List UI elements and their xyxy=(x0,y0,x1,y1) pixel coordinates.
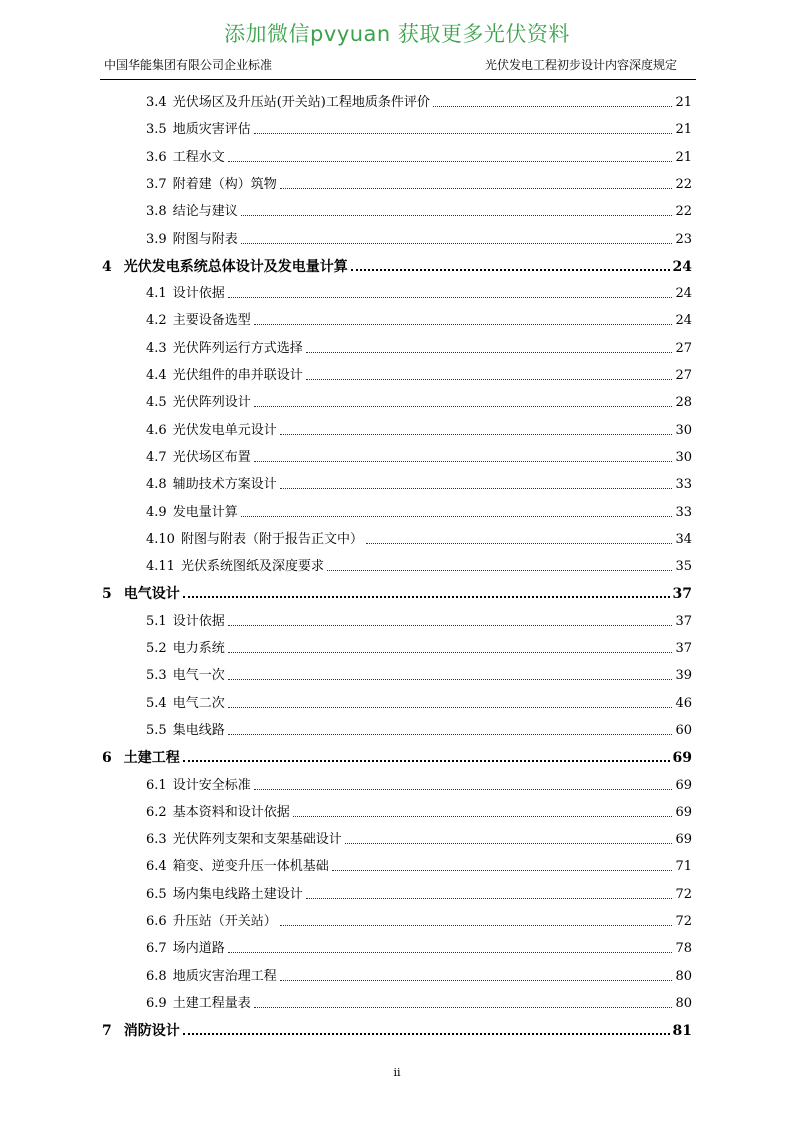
dot-leader xyxy=(433,106,673,107)
toc-section-entry[interactable] xyxy=(146,994,692,1014)
dot-leader xyxy=(228,707,673,708)
toc-entry-page: 34 xyxy=(675,531,692,547)
toc-entry-title: 设计依据 xyxy=(172,613,225,629)
toc-section-entry[interactable] xyxy=(146,284,692,304)
toc-entry-title: 附着建（构）筑物 xyxy=(172,176,277,192)
dot-leader xyxy=(327,570,672,571)
toc-entry-title: 基本资料和设计依据 xyxy=(172,804,290,820)
toc-entry-title: 箱变、逆变升压一体机基础 xyxy=(172,859,329,875)
toc-entry-number: 6.3 xyxy=(146,832,167,848)
toc-entry-number: 6.6 xyxy=(146,914,167,929)
toc-section-entry[interactable] xyxy=(146,694,692,714)
dot-leader xyxy=(306,379,673,380)
toc-entry-page: 37 xyxy=(675,641,692,656)
dot-leader xyxy=(241,215,673,216)
dot-leader xyxy=(254,1007,673,1008)
watermark-banner: 添加微信pvyuan 获取更多光伏资料 xyxy=(224,22,570,46)
toc-section-entry[interactable] xyxy=(146,448,692,468)
toc-entry-title: 设计依据 xyxy=(172,286,225,302)
toc-section-entry[interactable] xyxy=(146,557,692,577)
toc-entry-number: 7 xyxy=(102,1023,112,1040)
toc-entry-page: 71 xyxy=(675,859,692,875)
toc-section-entry[interactable] xyxy=(146,393,692,413)
toc-entry-page: 24 xyxy=(675,313,692,329)
toc-entry-number: 6.1 xyxy=(146,777,167,793)
dot-leader xyxy=(228,297,673,298)
dot-leader xyxy=(254,789,673,790)
toc-entry-title: 消防设计 xyxy=(123,1023,180,1040)
toc-entry-page: 72 xyxy=(675,914,692,929)
toc-section-entry[interactable] xyxy=(146,857,692,877)
toc-entry-title: 电气设计 xyxy=(123,586,180,603)
toc-entry-number: 4 xyxy=(102,258,112,275)
dot-leader xyxy=(280,188,673,189)
toc-entry-number: 6.2 xyxy=(146,804,167,820)
toc-entry-title: 电气二次 xyxy=(172,695,225,711)
toc-entry-number: 4.8 xyxy=(146,477,167,493)
toc-entry-page: 35 xyxy=(675,559,692,575)
toc-entry-page: 28 xyxy=(675,395,692,411)
toc-entry-number: 5 xyxy=(102,586,112,603)
toc-entry-page: 37 xyxy=(675,613,692,629)
toc-entry-page: 80 xyxy=(675,995,692,1011)
toc-entry-title: 光伏发电系统总体设计及发电量计算 xyxy=(123,258,348,275)
toc-entry-title: 辅助技术方案设计 xyxy=(172,477,277,493)
toc-section-entry[interactable] xyxy=(146,885,692,905)
toc-entry-number: 3.7 xyxy=(146,176,167,192)
toc-entry-number: 5.4 xyxy=(146,695,167,711)
dot-leader xyxy=(254,133,673,134)
toc-entry-page: 27 xyxy=(675,368,692,383)
toc-entry-number: 4.11 xyxy=(146,559,175,575)
dot-leader xyxy=(280,980,673,981)
dot-leader xyxy=(241,516,673,517)
dot-leader xyxy=(306,898,673,899)
dot-leader xyxy=(228,734,673,735)
toc-entry-title: 结论与建议 xyxy=(172,204,238,220)
toc-entry-page: 81 xyxy=(672,1023,692,1040)
toc-entry-page: 21 xyxy=(675,122,692,138)
toc-entry-title: 场内集电线路土建设计 xyxy=(172,886,303,902)
toc-section-entry[interactable] xyxy=(146,421,692,441)
toc-entry-number: 4.4 xyxy=(146,368,167,383)
toc-entry-page: 72 xyxy=(675,886,692,902)
toc-section-entry[interactable] xyxy=(146,311,692,331)
dot-leader xyxy=(306,352,673,353)
toc-entry-title: 发电量计算 xyxy=(172,504,238,520)
toc-section-entry[interactable] xyxy=(146,939,692,959)
dot-leader xyxy=(351,269,670,271)
toc-entry-page: 30 xyxy=(675,422,692,438)
toc-entry-title: 光伏阵列支架和支架基础设计 xyxy=(172,832,342,848)
toc-entry-number: 3.6 xyxy=(146,149,167,165)
dot-leader xyxy=(293,816,673,817)
dot-leader xyxy=(183,1033,670,1035)
dot-leader xyxy=(332,870,673,871)
dot-leader xyxy=(280,925,673,926)
toc-section-entry[interactable] xyxy=(146,967,692,987)
toc-section-entry[interactable] xyxy=(146,120,692,140)
dot-leader xyxy=(254,324,673,325)
dot-leader xyxy=(228,952,673,953)
toc-entry-title: 光伏场区布置 xyxy=(172,449,251,465)
toc-entry-title: 光伏组件的串并联设计 xyxy=(172,368,303,383)
toc-entry-number: 6.7 xyxy=(146,941,167,957)
toc-section-entry[interactable] xyxy=(146,202,692,222)
toc-entry-page: 24 xyxy=(672,258,692,275)
toc-entry-title: 光伏系统图纸及深度要求 xyxy=(180,559,324,575)
toc-section-entry[interactable] xyxy=(146,639,692,659)
toc-section-entry[interactable] xyxy=(146,803,692,823)
toc-entry-page: 27 xyxy=(675,340,692,356)
toc-entry-number: 6.5 xyxy=(146,886,167,902)
dot-leader xyxy=(183,760,670,762)
toc-entry-page: 23 xyxy=(675,231,692,247)
toc-section-entry[interactable] xyxy=(146,666,692,686)
toc-section-entry[interactable] xyxy=(146,366,692,386)
toc-entry-title: 光伏阵列运行方式选择 xyxy=(172,340,303,356)
toc-entry-page: 22 xyxy=(675,204,692,220)
dot-leader xyxy=(366,543,672,544)
toc-entry-page: 33 xyxy=(675,504,692,520)
toc-section-entry[interactable] xyxy=(146,148,692,168)
toc-entry-title: 升压站（开关站） xyxy=(172,914,277,929)
toc-entry-page: 22 xyxy=(675,176,692,192)
toc-entry-title: 土建工程量表 xyxy=(172,995,251,1011)
toc-entry-number: 3.9 xyxy=(146,231,167,247)
toc-section-entry[interactable] xyxy=(146,230,692,250)
toc-entry-number: 6 xyxy=(102,750,112,767)
toc-entry-page: 24 xyxy=(675,286,692,302)
toc-entry-number: 3.4 xyxy=(146,95,167,110)
toc-entry-page: 78 xyxy=(675,941,692,957)
toc-entry-title: 电气一次 xyxy=(172,668,225,684)
toc-entry-number: 5.5 xyxy=(146,722,167,738)
toc-section-entry[interactable] xyxy=(146,776,692,796)
toc-section-entry[interactable] xyxy=(146,530,692,550)
toc-section-entry[interactable] xyxy=(146,830,692,850)
toc-section-entry[interactable] xyxy=(146,912,692,932)
toc-entry-title: 集电线路 xyxy=(172,722,225,738)
toc-entry-number: 4.5 xyxy=(146,395,167,411)
toc-entry-title: 土建工程 xyxy=(123,750,180,767)
toc-entry-page: 30 xyxy=(675,449,692,465)
toc-entry-number: 4.9 xyxy=(146,504,167,520)
dot-leader xyxy=(254,406,673,407)
header-divider xyxy=(100,79,696,80)
toc-chapter-entry[interactable] xyxy=(102,257,692,277)
toc-entry-number: 4.7 xyxy=(146,449,167,465)
dot-leader xyxy=(241,243,673,244)
toc-entry-number: 6.8 xyxy=(146,968,167,984)
toc-section-entry[interactable] xyxy=(146,503,692,523)
dot-leader xyxy=(345,843,673,844)
header-document-title: 光伏发电工程初步设计内容深度规定 xyxy=(484,58,677,72)
toc-entry-number: 5.2 xyxy=(146,641,167,656)
toc-section-entry[interactable] xyxy=(146,175,692,195)
header-organization: 中国华能集团有限公司企业标准 xyxy=(104,58,273,72)
toc-entry-page: 37 xyxy=(672,586,692,603)
dot-leader xyxy=(228,161,673,162)
toc-entry-page: 69 xyxy=(675,777,692,793)
toc-entry-page: 21 xyxy=(675,95,692,110)
toc-entry-page: 69 xyxy=(675,804,692,820)
dot-leader xyxy=(280,488,673,489)
toc-chapter-entry[interactable] xyxy=(102,1021,692,1041)
toc-entry-title: 场内道路 xyxy=(172,941,225,957)
toc-section-entry[interactable] xyxy=(146,93,692,113)
dot-leader xyxy=(280,434,673,435)
toc-entry-title: 光伏阵列设计 xyxy=(172,395,251,411)
toc-section-entry[interactable] xyxy=(146,612,692,632)
toc-entry-number: 4.10 xyxy=(146,531,175,547)
toc-entry-page: 69 xyxy=(675,832,692,848)
toc-entry-number: 3.5 xyxy=(146,122,167,138)
toc-entry-number: 6.4 xyxy=(146,859,167,875)
toc-entry-title: 设计安全标准 xyxy=(172,777,251,793)
toc-entry-number: 4.3 xyxy=(146,340,167,356)
toc-section-entry[interactable] xyxy=(146,721,692,741)
toc-entry-title: 主要设备选型 xyxy=(172,313,251,329)
toc-entry-page: 21 xyxy=(675,149,692,165)
toc-entry-page: 46 xyxy=(675,695,692,711)
toc-entry-title: 地质灾害治理工程 xyxy=(172,968,277,984)
toc-entry-page: 60 xyxy=(675,722,692,738)
dot-leader xyxy=(254,461,673,462)
toc-entry-number: 4.1 xyxy=(146,286,167,302)
toc-entry-title: 工程水文 xyxy=(172,149,225,165)
dot-leader xyxy=(228,679,673,680)
dot-leader xyxy=(183,596,670,598)
toc-entry-title: 附图与附表（附于报告正文中） xyxy=(180,531,363,547)
toc-entry-page: 80 xyxy=(675,968,692,984)
dot-leader xyxy=(228,625,673,626)
toc-section-entry[interactable] xyxy=(146,475,692,495)
toc-entry-title: 地质灾害评估 xyxy=(172,122,251,138)
toc-entry-number: 5.1 xyxy=(146,613,167,629)
toc-entry-title: 电力系统 xyxy=(172,641,225,656)
dot-leader xyxy=(228,652,673,653)
toc-entry-page: 69 xyxy=(672,750,692,767)
toc-entry-number: 6.9 xyxy=(146,995,167,1011)
toc-entry-number: 3.8 xyxy=(146,204,167,220)
toc-chapter-entry[interactable] xyxy=(102,584,692,604)
toc-entry-page: 33 xyxy=(675,477,692,493)
toc-entry-number: 5.3 xyxy=(146,668,167,684)
toc-chapter-entry[interactable] xyxy=(102,748,692,768)
toc-entry-number: 4.2 xyxy=(146,313,167,329)
toc-entry-title: 光伏场区及升压站(开关站)工程地质条件评价 xyxy=(172,95,430,110)
toc-entry-title: 光伏发电单元设计 xyxy=(172,422,277,438)
toc-entry-number: 4.6 xyxy=(146,422,167,438)
toc-section-entry[interactable] xyxy=(146,339,692,359)
toc-entry-page: 39 xyxy=(675,668,692,684)
toc-entry-title: 附图与附表 xyxy=(172,231,238,247)
page-number: ii xyxy=(393,1066,401,1079)
